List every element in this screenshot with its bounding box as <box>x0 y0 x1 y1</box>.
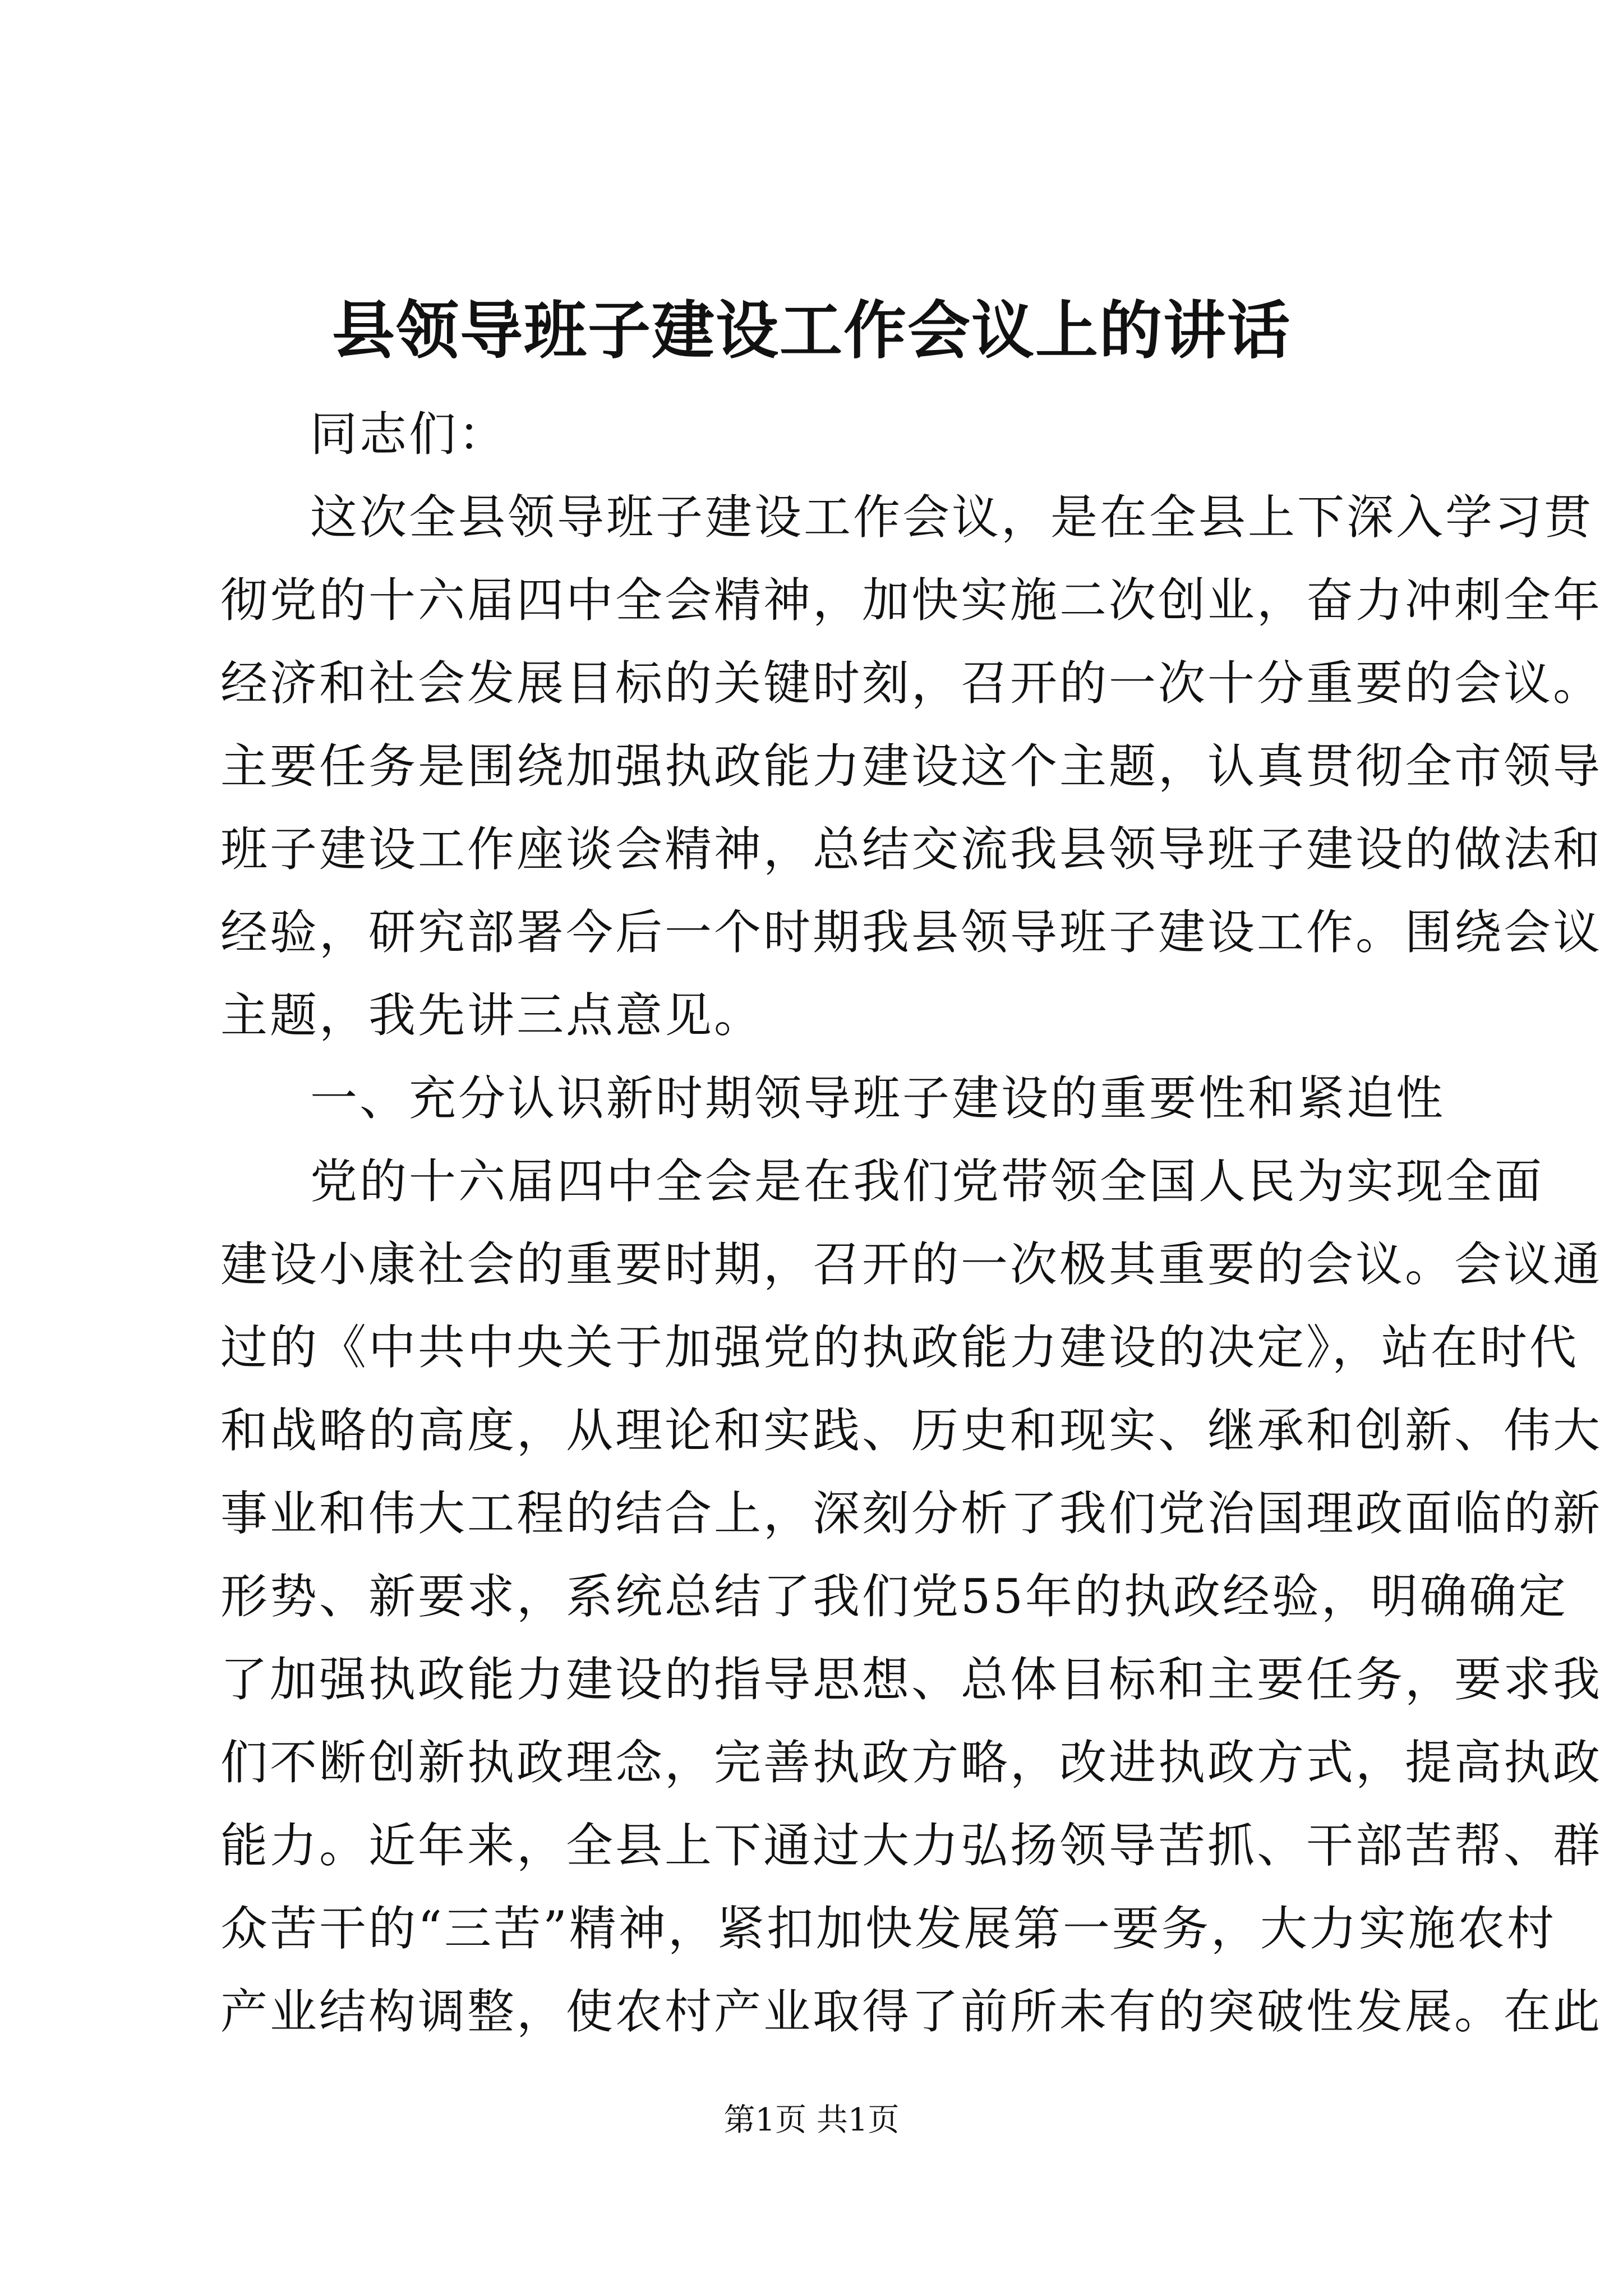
text-line: 能力。近年来，全县上下通过大力弘扬领导苦抓、干部苦帮、群 <box>220 1818 1603 1873</box>
page-number-footer: 第1页 共1页 <box>723 2102 900 2138</box>
salutation <box>220 393 1421 476</box>
text-line: 们不断创新执政理念，完善执政方略，改进执政方式，提高执政 <box>220 1735 1603 1790</box>
document-title: 县领导班子建设工作会议上的讲话 <box>332 294 1291 367</box>
text-line: 建设小康社会的重要时期，召开的一次极其重要的会议。会议通 <box>220 1237 1603 1292</box>
text-line: 同志们： <box>310 407 508 462</box>
text-line: 事业和伟大工程的结合上，深刻分析了我们党治国理政面临的新 <box>220 1486 1603 1541</box>
text-line: 经济和社会发展目标的关键时刻，召开的一次十分重要的会议。 <box>220 656 1603 711</box>
text-line: 众苦干的“三苦”精神，紧扣加快发展第一要务，大力实施农村 <box>220 1901 1556 1956</box>
text-line: 主要任务是围绕加强执政能力建设这个主题，认真贯彻全市领导 <box>220 739 1603 794</box>
text-line: 彻党的十六届四中全会精神，加快实施二次创业，奋力冲刺全年 <box>220 573 1603 628</box>
document-body <box>220 393 1603 2053</box>
paragraph-section-1 <box>220 1140 1603 2053</box>
text-line: 了加强执政能力建设的指导思想、总体目标和主要任务，要求我 <box>220 1652 1603 1707</box>
section-heading-1 <box>220 1057 1446 1140</box>
text-line: 这次全县领导班子建设工作会议，是在全县上下深入学习贯 <box>310 490 1594 545</box>
text-line: 过的《中共中央关于加强党的执政能力建设的决定》，站在时代 <box>220 1320 1579 1375</box>
text-line: 产业结构调整，使农村产业取得了前所未有的突破性发展。在此 <box>220 1984 1603 2039</box>
text-line: 经验，研究部署今后一个时期我县领导班子建设工作。围绕会议 <box>220 905 1603 960</box>
text-line: 形势、新要求，系统总结了我们党55年的执政经验，明确确定 <box>220 1569 1568 1624</box>
text-line: 和战略的高度，从理论和实践、历史和现实、继承和创新、伟大 <box>220 1403 1603 1458</box>
text-line: 班子建设工作座谈会精神，总结交流我县领导班子建设的做法和 <box>220 822 1603 877</box>
text-line: 主题，我先讲三点意见。 <box>220 988 764 1043</box>
text-line: 一、充分认识新时期领导班子建设的重要性和紧迫性 <box>310 1071 1446 1126</box>
text-line: 党的十六届四中全会是在我们党带领全国人民为实现全面 <box>310 1154 1544 1209</box>
paragraph-intro <box>220 476 1603 1057</box>
